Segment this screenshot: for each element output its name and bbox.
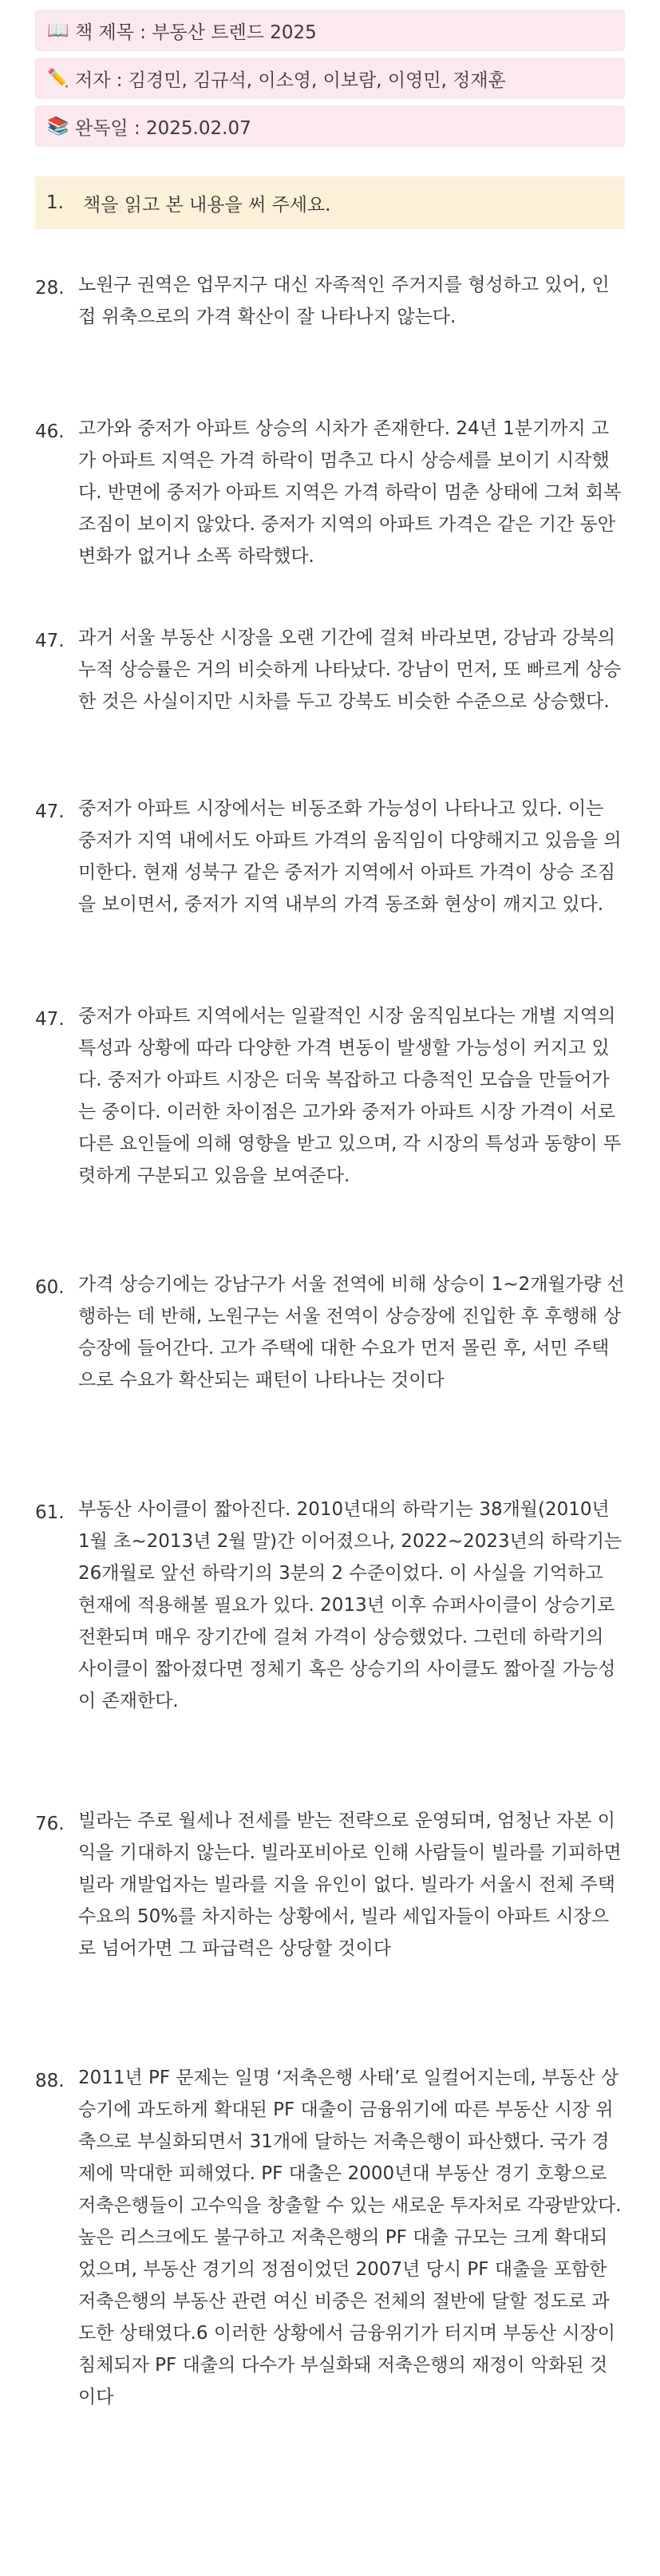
note-text: 중저가 아파트 지역에서는 일괄적인 시장 움직임보다는 개별 지역의 특성과 상황에 따라 다양한 가격 변동이 발생할 가능성이 커지고 있다. 중저가 아파트 시장은 더욱 복잡하고 다층적인 모습을 만들어가는 중이다. 이러한 차이점은 고가와 중저가 아파트 시장 가격이 서로 다른 요인들에 의해 영향을 받고 있으며, 각 시장의 특성과 동향이 뚜렷하게 구분되고 있음을 보여준다. [78,1006,622,1186]
book-title: 책 제목 : 부동산 트렌드 2025 [75,22,317,43]
finished-date-row [35,105,625,147]
open-book-icon: 📖 [47,20,69,41]
note-entry [35,269,625,333]
page-number: 47. [35,801,65,822]
note-entry [35,413,625,572]
page-number: 88. [35,2071,65,2091]
book-title-row [35,10,625,51]
page-number: 60. [35,1277,65,1298]
note-text: 노원구 권역은 업무지구 대신 자족적인 주거지를 형성하고 있어, 인접 위축으로의 가격 확산이 잘 나타나지 않는다. [78,275,610,327]
note-text: 부동산 사이클이 짧아진다. 2010년대의 하락기는 38개월(2010년 1월 초~2013년 2월 말)간 이어졌으나, 2022~2023년의 하락기는 26개월로 앞선 하락기의 3분의 2 수준이었다. 이 사실을 기억하고 현재에 적용해볼 필요가 있다. 2013년 이후 슈퍼사이클이 상승기로 전환되며 매우 장기간에 걸쳐 가격이 상승했었다. 그런데 하락기의 사이클이 짧아졌다면 정체기 혹은 상승기의 사이클도 짧아질 가능성이 존재한다. [78,1499,622,1711]
note-text: 빌라는 주로 월세나 전세를 받는 전략으로 운영되며, 엄청난 자본 이익을 기대하지 않는다. 빌라포비아로 인해 사람들이 빌라를 기피하면 빌라 개발업자는 빌라를 지을 유인이 없다. 빌라가 서울시 전체 주택 수요의 50%를 차지하는 상황에서, 빌라 세입자들이 아파트 시장으로 넘어가면 그 파급력은 상당할 것이다 [78,1810,622,1959]
note-text: 고가와 중저가 아파트 상승의 시차가 존재한다. 24년 1분기까지 고가 아파트 지역은 가격 하락이 멈추고 다시 상승세를 보이기 시작했다. 반면에 중저가 아파트 지역은 가격 하락이 멈춘 상태에 그쳐 회복 조짐이 보이지 않았다. 중저가 지역의 아파트 가격은 같은 기간 동안 변화가 없거나 소폭 하락했다. [78,418,622,567]
author-row [35,57,625,99]
note-text: 2011년 PF 문제는 일명 ‘저축은행 사태’로 일컬어지는데, 부동산 상승기에 과도하게 확대된 PF 대출이 금융위기에 따른 부동산 시장 위축으로 부실화되면서 31개에 달하는 저축은행이 파산했다. 국가 경제에 막대한 피해였다. PF 대출은 2000년대 부동산 경기 호황으로 저축은행들이 고수익을 창출할 수 있는 새로운 투자처로 각광받았다. 높은 리스크에도 불구하고 저축은행의 PF 대출 규모는 크게 확대되었으며, 부동산 경기의 정점이었던 2007년 당시 PF 대출을 포함한 저축은행의 부동산 관련 여신 비중은 전체의 절반에 달할 정도로 과도한 상태였다.6 이러한 상황에서 금융위기가 터지며 부동산 시장이 침체되자 PF 대출의 다수가 부실화돼 저축은행의 재정이 악화된 것이다 [78,2068,622,2408]
guide-text: 책을 읽고 본 내용을 써 주세요. [83,194,331,216]
note-text: 가격 상승기에는 강남구가 서울 전역에 비해 상승이 1~2개월가량 선행하는 데 반해, 노원구는 서울 전역이 상승장에 진입한 후 후행해 상승장에 들어간다. 고가 주택에 대한 수요가 먼저 몰린 후, 서민 주택으로 수요가 확산되는 패턴이 나타나는 것이다 [78,1274,625,1391]
note-text: 중저가 아파트 시장에서는 비동조화 가능성이 나타나고 있다. 이는 중저가 지역 내에서도 아파트 가격의 움직임이 다양해지고 있음을 의미한다. 현재 성북구 같은 중저가 지역에서 아파트 가격이 상승 조짐을 보이면서, 중저가 지역 내부의 가격 동조화 현상이 깨지고 있다. [78,798,622,915]
guide-callout [35,176,625,229]
page-number: 47. [35,631,65,651]
note-entry [35,622,625,718]
note-entry [35,1805,625,1965]
note-entry [35,793,625,920]
books-icon: 📚 [47,116,69,137]
page-number: 61. [35,1502,65,1523]
note-entry [35,2062,625,2413]
page-number: 46. [35,421,65,442]
note-list [35,269,625,2413]
finished-date: 완독일 : 2025.02.07 [75,117,251,139]
pencil-icon: ✏️ [47,68,69,89]
author-text: 저자 : 김경민, 김규석, 이소영, 이보람, 이영민, 정재훈 [75,69,506,91]
page-number: 76. [35,1814,65,1834]
guide-number: 1. [46,192,64,213]
page-number: 28. [35,278,65,299]
note-entry [35,1494,625,1717]
page-number: 47. [35,1009,65,1030]
note-text: 과거 서울 부동산 시장을 오랜 기간에 걸쳐 바라보면, 강남과 강북의 누적 상승률은 거의 비슷하게 나타났다. 강남이 먼저, 또 빠르게 상승한 것은 사실이지만 시차를 두고 강북도 비슷한 수준으로 상승했다. [78,627,622,712]
note-entry [35,1268,625,1396]
note-entry [35,1000,625,1192]
